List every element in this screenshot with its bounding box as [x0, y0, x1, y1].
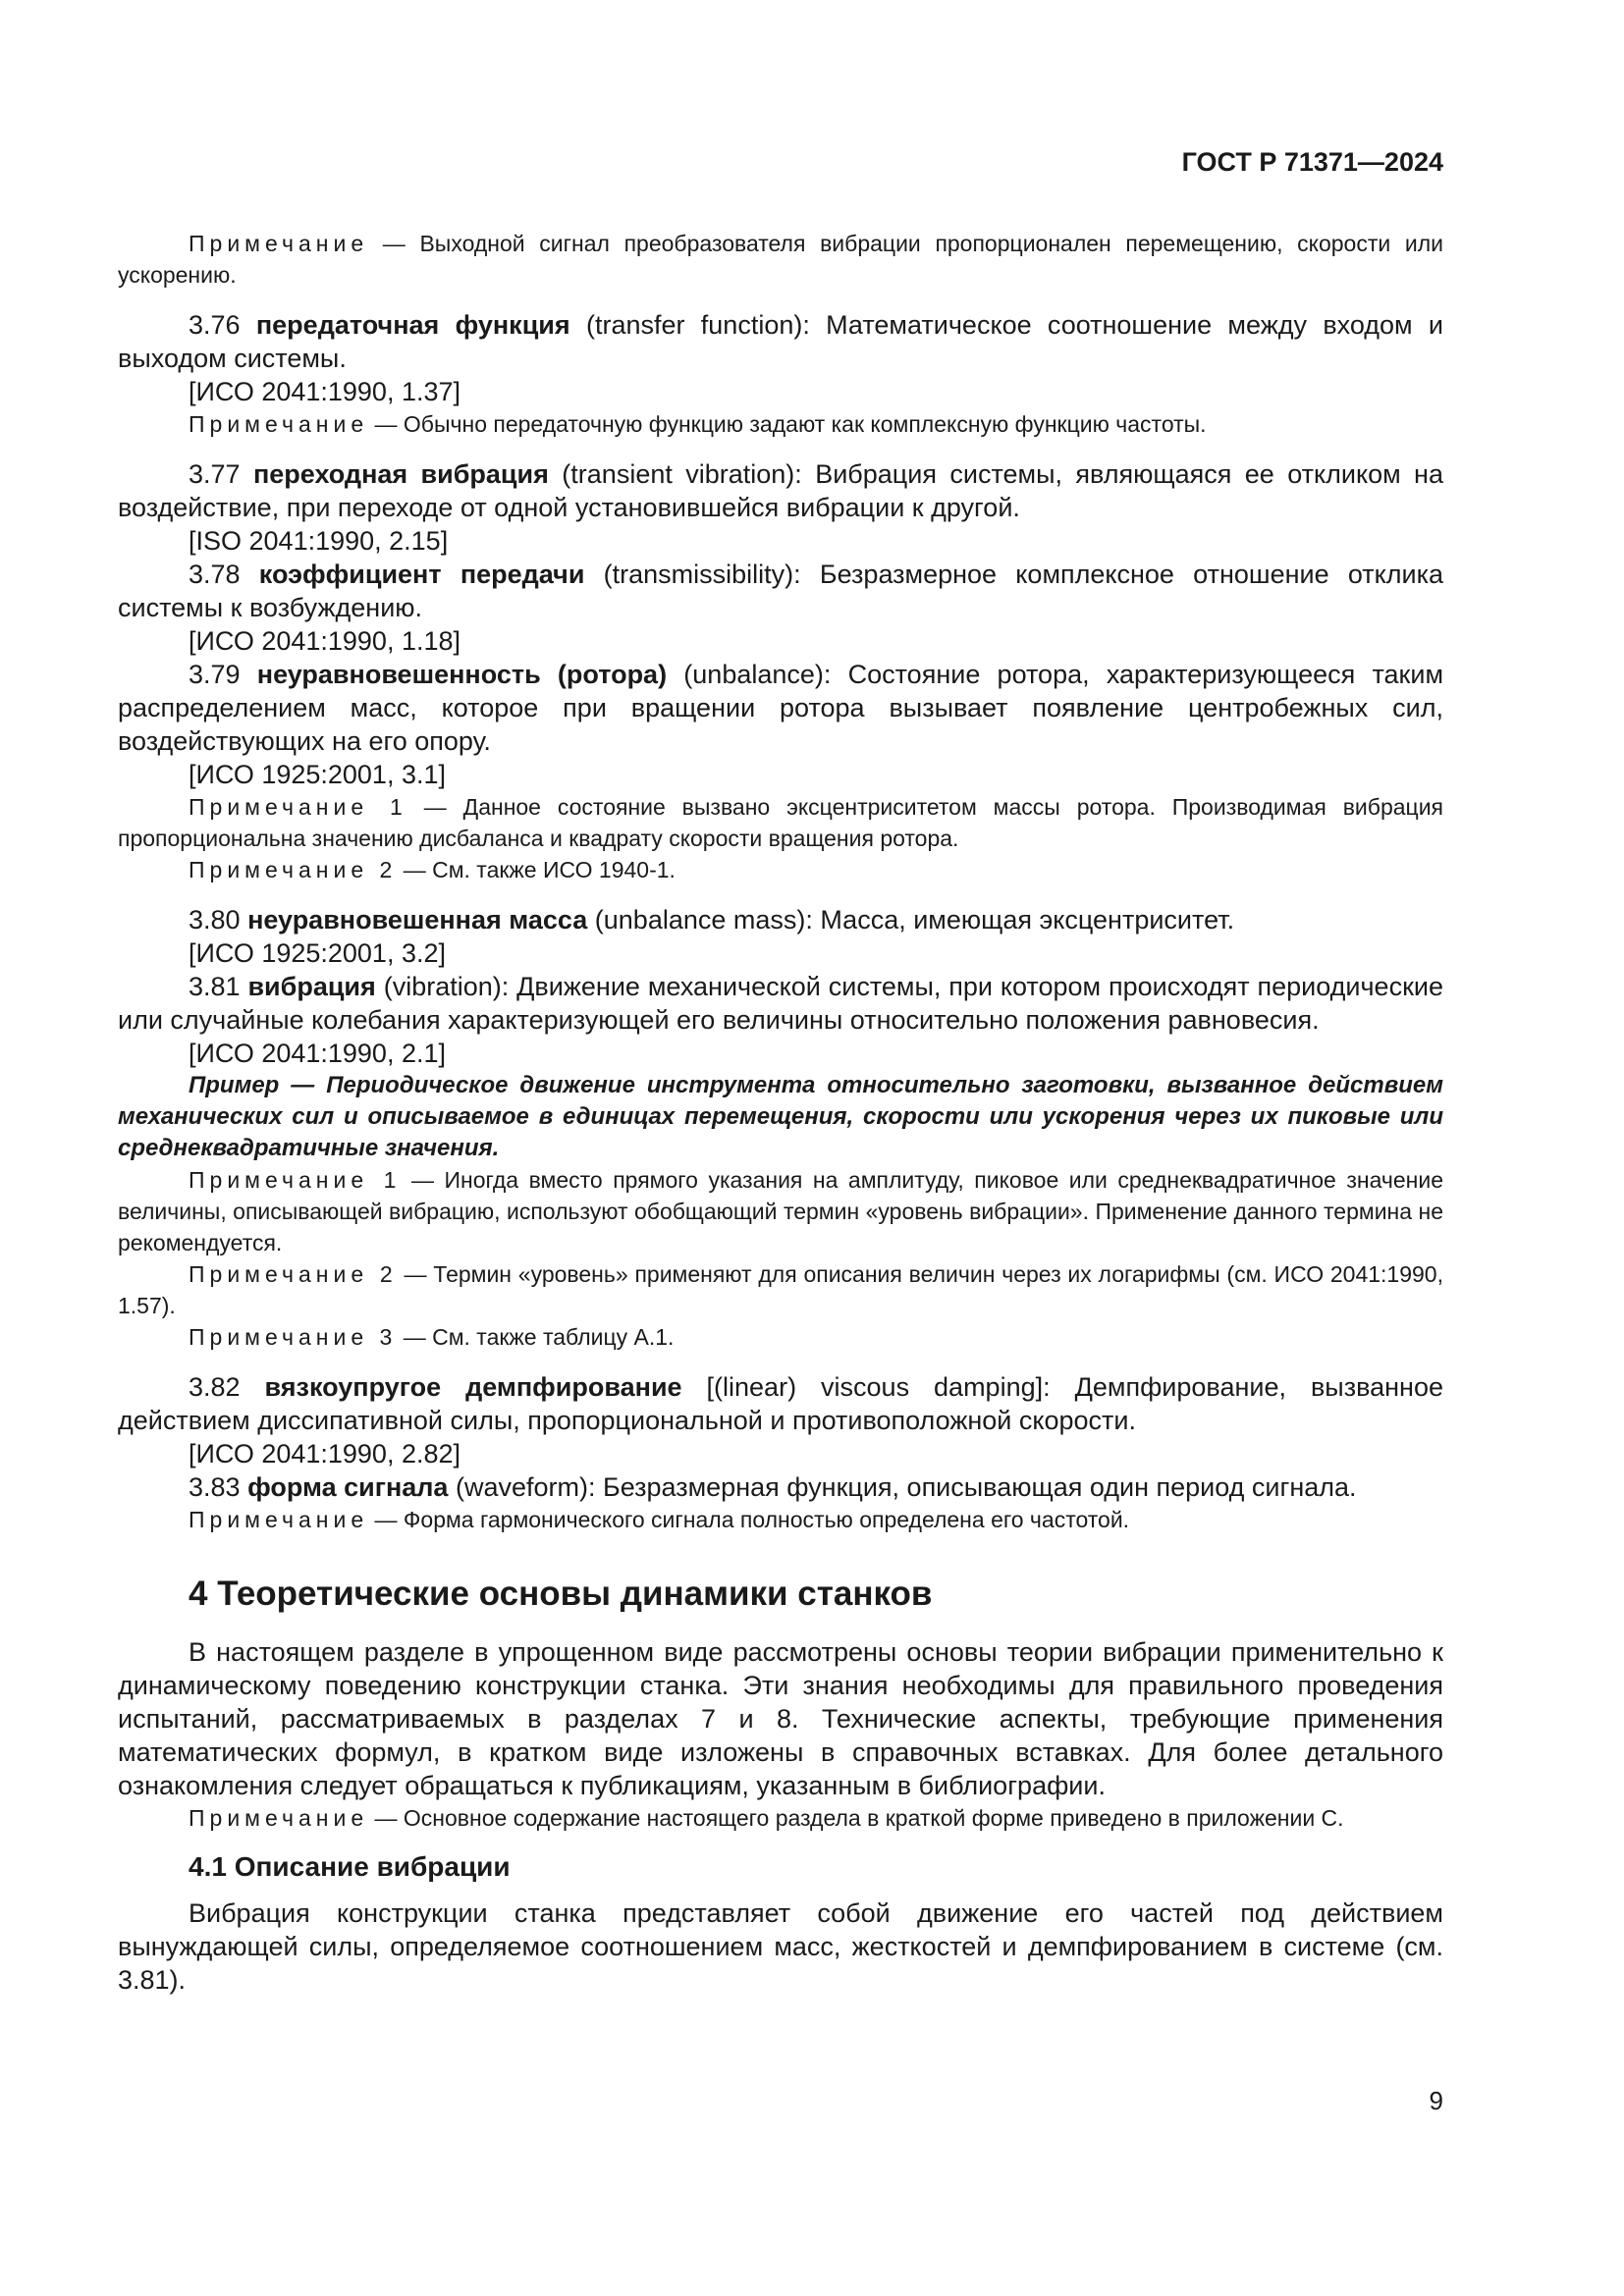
note-text: — Иногда вместо прямого указания на амплитуду, пиковое или среднеквадратичное значение величины, описывающей вибрацию, используют обобщающий термин «уровень вибрации». Применение данного термина не рекомендуется. — [118, 1167, 1443, 1255]
term-definition: (transient vibration): Вибрация системы, являющаяся ее откликом на воздействие, при переходе от одной установившейся вибрации к другой. — [118, 459, 1443, 522]
note — [118, 791, 1443, 854]
term-3-82 — [118, 1370, 1443, 1437]
term-3-81 — [118, 970, 1443, 1037]
note-text: — Термин «уровень» применяют для описания величин через их логарифмы (см. ИСО 2041:1990, 1.57). — [118, 1261, 1443, 1318]
term-reference: [ИСО 1925:2001, 3.1] — [189, 760, 446, 789]
note-text: — См. также таблицу А.1. — [397, 1324, 675, 1350]
term-number: 3.77 — [189, 459, 253, 489]
note-text: — Форма гармонического сигнала полностью определена его частотой. — [368, 1507, 1130, 1532]
term-number: 3.80 — [189, 905, 248, 934]
page-content — [118, 228, 1443, 1997]
section-4-1-heading: 4.1 Описание вибрации — [189, 1851, 511, 1882]
term-name: вибрация — [247, 972, 376, 1001]
term-reference: [ИСО 2041:1990, 1.18] — [189, 626, 461, 656]
term-definition: (transmissibility): Безразмерное комплексное отношение отклика системы к возбуждению. — [118, 560, 1443, 622]
term-3-80 — [118, 903, 1443, 936]
term-definition: (unbalance): Состояние ротора, характеризующееся таким распределением масс, которое при вращении ротора вызывает появление центробежных сил, воздействующих на его опору. — [118, 660, 1444, 756]
note-label: Примечание — [189, 1507, 369, 1532]
term-reference: [ISO 2041:1990, 2.15] — [189, 526, 449, 556]
term-number: 3.81 — [189, 972, 248, 1001]
note — [118, 228, 1443, 291]
term-3-77 — [118, 457, 1443, 524]
note-label: Примечание 1 — [189, 794, 407, 820]
term-name: коэффициент передачи — [258, 560, 585, 589]
term-reference: [ИСО 2041:1990, 1.37] — [189, 377, 461, 406]
note-label: Примечание — [189, 1805, 369, 1831]
term-name: переходная вибрация — [252, 459, 549, 489]
note — [118, 1164, 1443, 1258]
note-text: — Данное состояние вызвано эксцентриситетом массы ротора. Производимая вибрация пропорциональна значению дисбаланса и квадрату скорости вращения ротора. — [118, 794, 1444, 851]
page-number: 9 — [1429, 2086, 1443, 2115]
term-3-76 — [118, 308, 1443, 375]
note-label: Примечание — [189, 411, 369, 437]
section-4-heading: 4 Теоретические основы динамики станков — [189, 1575, 933, 1613]
section-4-1-paragraph: Вибрация конструкции станка представляет собой движение его частей под действием вынуждающей силы, определяемое соотношением масс, жесткостей и демпфированием в системе (см. 3.81). — [118, 1898, 1443, 1995]
term-name: неуравновешенная масса — [247, 905, 588, 934]
note — [118, 854, 1443, 885]
term-definition: (vibration): Движение механической системы, при котором происходят периодические или случайные колебания характеризующей его величины относительно положения равновесия. — [118, 972, 1443, 1035]
note-label: Примечание 1 — [189, 1167, 402, 1193]
term-name: форма сигнала — [247, 1472, 449, 1502]
example: Пример — Периодическое движение инструмента относительно заготовки, вызванное действием механических сил и описываемое в единицах перемещения, скорости или ускорения через их пиковые или среднеквадратичные значения. — [118, 1072, 1443, 1161]
note-text: — См. также ИСО 1940-1. — [397, 857, 676, 882]
note — [118, 1321, 1443, 1353]
term-3-79 — [118, 658, 1443, 758]
term-3-83 — [118, 1470, 1443, 1504]
term-definition: [(linear) viscous damping]: Демпфирование, вызванное действием диссипативной силы, пропорциональной и противоположной скорости. — [118, 1372, 1443, 1435]
term-number: 3.76 — [189, 310, 256, 340]
term-name: передаточная функция — [255, 310, 570, 340]
term-name: вязкоупругое демпфирование — [264, 1372, 682, 1402]
term-definition: (transfer function): Математическое соотношение между входом и выходом системы. — [118, 310, 1443, 373]
term-number: 3.79 — [189, 660, 257, 689]
note — [118, 1258, 1443, 1321]
document-header: ГОСТ Р 71371—2024 — [1181, 147, 1443, 177]
note-text: — Основное содержание настоящего раздела в краткой форме приведено в приложении С. — [368, 1805, 1344, 1831]
note-label: Примечание 2 — [189, 1261, 398, 1287]
note-label: Примечание — [189, 231, 369, 256]
section-4-paragraph: В настоящем разделе в упрощенном виде рассмотрены основы теории вибрации применительно к динамическому поведению конструкции станка. Эти знания необходимы для правильного проведения испытаний, рассматриваемых в разделах 7 и 8. Технические аспекты, требующие применения математических формул, в кратком виде изложены в справочных вставках. Для более детального ознакомления следует обращаться к публикациям, указанным в библиографии. — [118, 1637, 1443, 1800]
note-label: Примечание 2 — [189, 857, 398, 882]
term-reference: [ИСО 2041:1990, 2.82] — [189, 1439, 461, 1468]
note-text: — Выходной сигнал преобразователя вибрации пропорционален перемещению, скорости или ускорению. — [118, 231, 1443, 288]
term-3-78 — [118, 558, 1443, 624]
note-label: Примечание 3 — [189, 1324, 398, 1350]
note — [118, 408, 1443, 440]
term-number: 3.82 — [189, 1372, 265, 1402]
term-number: 3.83 — [189, 1472, 248, 1502]
note — [118, 1504, 1443, 1535]
note — [118, 1802, 1443, 1834]
term-definition: (waveform): Безразмерная функция, описывающая один период сигнала. — [448, 1472, 1357, 1502]
term-name: неуравновешенность (ротора) — [256, 660, 668, 689]
term-number: 3.78 — [189, 560, 259, 589]
note-text: — Обычно передаточную функцию задают как комплексную функцию частоты. — [368, 411, 1207, 437]
term-reference: [ИСО 2041:1990, 2.1] — [189, 1039, 446, 1068]
term-definition: (unbalance mass): Масса, имеющая эксцентриситет. — [587, 905, 1235, 934]
term-reference: [ИСО 1925:2001, 3.2] — [189, 938, 446, 968]
